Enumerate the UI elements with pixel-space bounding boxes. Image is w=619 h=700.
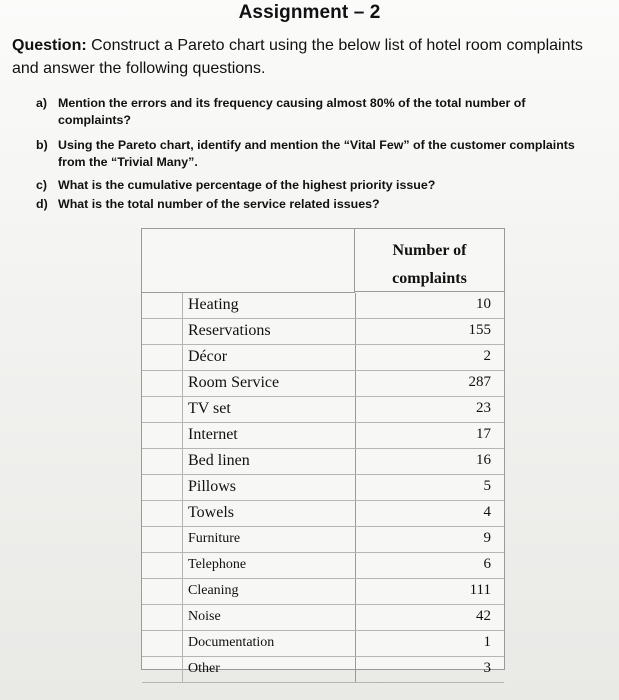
complaint-name: Cleaning (188, 583, 239, 598)
subquestion-c (36, 177, 606, 194)
complaint-name: Furniture (188, 531, 241, 546)
question-paragraph (12, 34, 612, 80)
header-line1: Number of (392, 242, 467, 259)
complaint-count: 6 (483, 556, 491, 572)
assignment-title: Assignment – 2 (238, 2, 381, 23)
subquestion-b (36, 137, 606, 171)
complaint-count: 287 (468, 374, 491, 390)
question-text: Construct a Pareto chart using the below list of hotel room complaints and answer the following questions. (12, 37, 583, 77)
table-row (142, 579, 504, 605)
complaint-name: Décor (188, 348, 228, 365)
table-row (142, 345, 504, 371)
subquestion-text-line1: What is the total number of the service related issues? (58, 197, 380, 211)
table-row (142, 553, 504, 579)
table-row (142, 501, 504, 527)
complaints-table (141, 228, 505, 676)
complaint-count: 5 (483, 478, 491, 494)
complaint-name: Towels (188, 504, 234, 521)
table-row (142, 423, 504, 449)
complaint-count: 10 (476, 296, 491, 312)
table-row (142, 605, 504, 631)
complaint-count: 17 (476, 426, 491, 442)
complaint-count: 2 (483, 348, 491, 364)
subquestion-marker: b) (36, 138, 48, 152)
subquestion-text-line2: from the “Trivial Many”. (58, 155, 198, 169)
table-row (142, 293, 504, 319)
table-row (142, 449, 504, 475)
question-label: Question: (12, 37, 87, 54)
complaint-name: Bed linen (188, 452, 250, 469)
table-row (142, 397, 504, 423)
subquestion-marker: c) (36, 178, 48, 192)
table-row (142, 631, 504, 657)
subquestion-marker: d) (36, 197, 48, 211)
subquestion-text-line1: Using the Pareto chart, identify and mention the “Vital Few” of the customer complaints (58, 138, 575, 152)
complaint-count: 9 (483, 530, 491, 546)
complaint-name: Heating (188, 296, 239, 313)
complaint-name: Other (188, 661, 220, 676)
table-row (142, 527, 504, 553)
complaint-count: 111 (469, 582, 491, 598)
complaint-name: TV set (188, 400, 231, 417)
complaint-count: 3 (483, 660, 491, 676)
table-row (142, 657, 504, 683)
header-line2: complaints (392, 270, 467, 287)
complaint-count: 23 (476, 400, 491, 416)
table-row (142, 475, 504, 501)
table-row (142, 371, 504, 397)
complaint-name: Reservations (188, 322, 271, 339)
table-body (142, 293, 504, 683)
complaint-name: Internet (188, 426, 238, 443)
table-header-empty-cell (142, 229, 355, 293)
subquestion-marker: a) (36, 96, 48, 110)
table-header-count (355, 229, 504, 292)
subquestion-text-line2: complaints? (58, 113, 131, 127)
subquestion-text-line1: Mention the errors and its frequency causing almost 80% of the total number of (58, 96, 526, 110)
complaint-count: 155 (468, 322, 491, 338)
complaint-name: Documentation (188, 635, 275, 650)
complaint-count: 4 (483, 504, 491, 520)
complaint-count: 1 (483, 634, 491, 650)
complaint-name: Telephone (188, 557, 247, 572)
subquestion-d (36, 196, 606, 213)
table-row (142, 319, 504, 345)
complaint-count: 42 (476, 608, 491, 624)
subquestion-a (36, 95, 606, 129)
complaint-name: Noise (188, 609, 221, 624)
complaint-name: Pillows (188, 478, 237, 495)
complaint-name: Room Service (188, 374, 280, 391)
subquestion-text-line1: What is the cumulative percentage of the highest priority issue? (58, 178, 436, 192)
complaint-count: 16 (476, 452, 491, 468)
